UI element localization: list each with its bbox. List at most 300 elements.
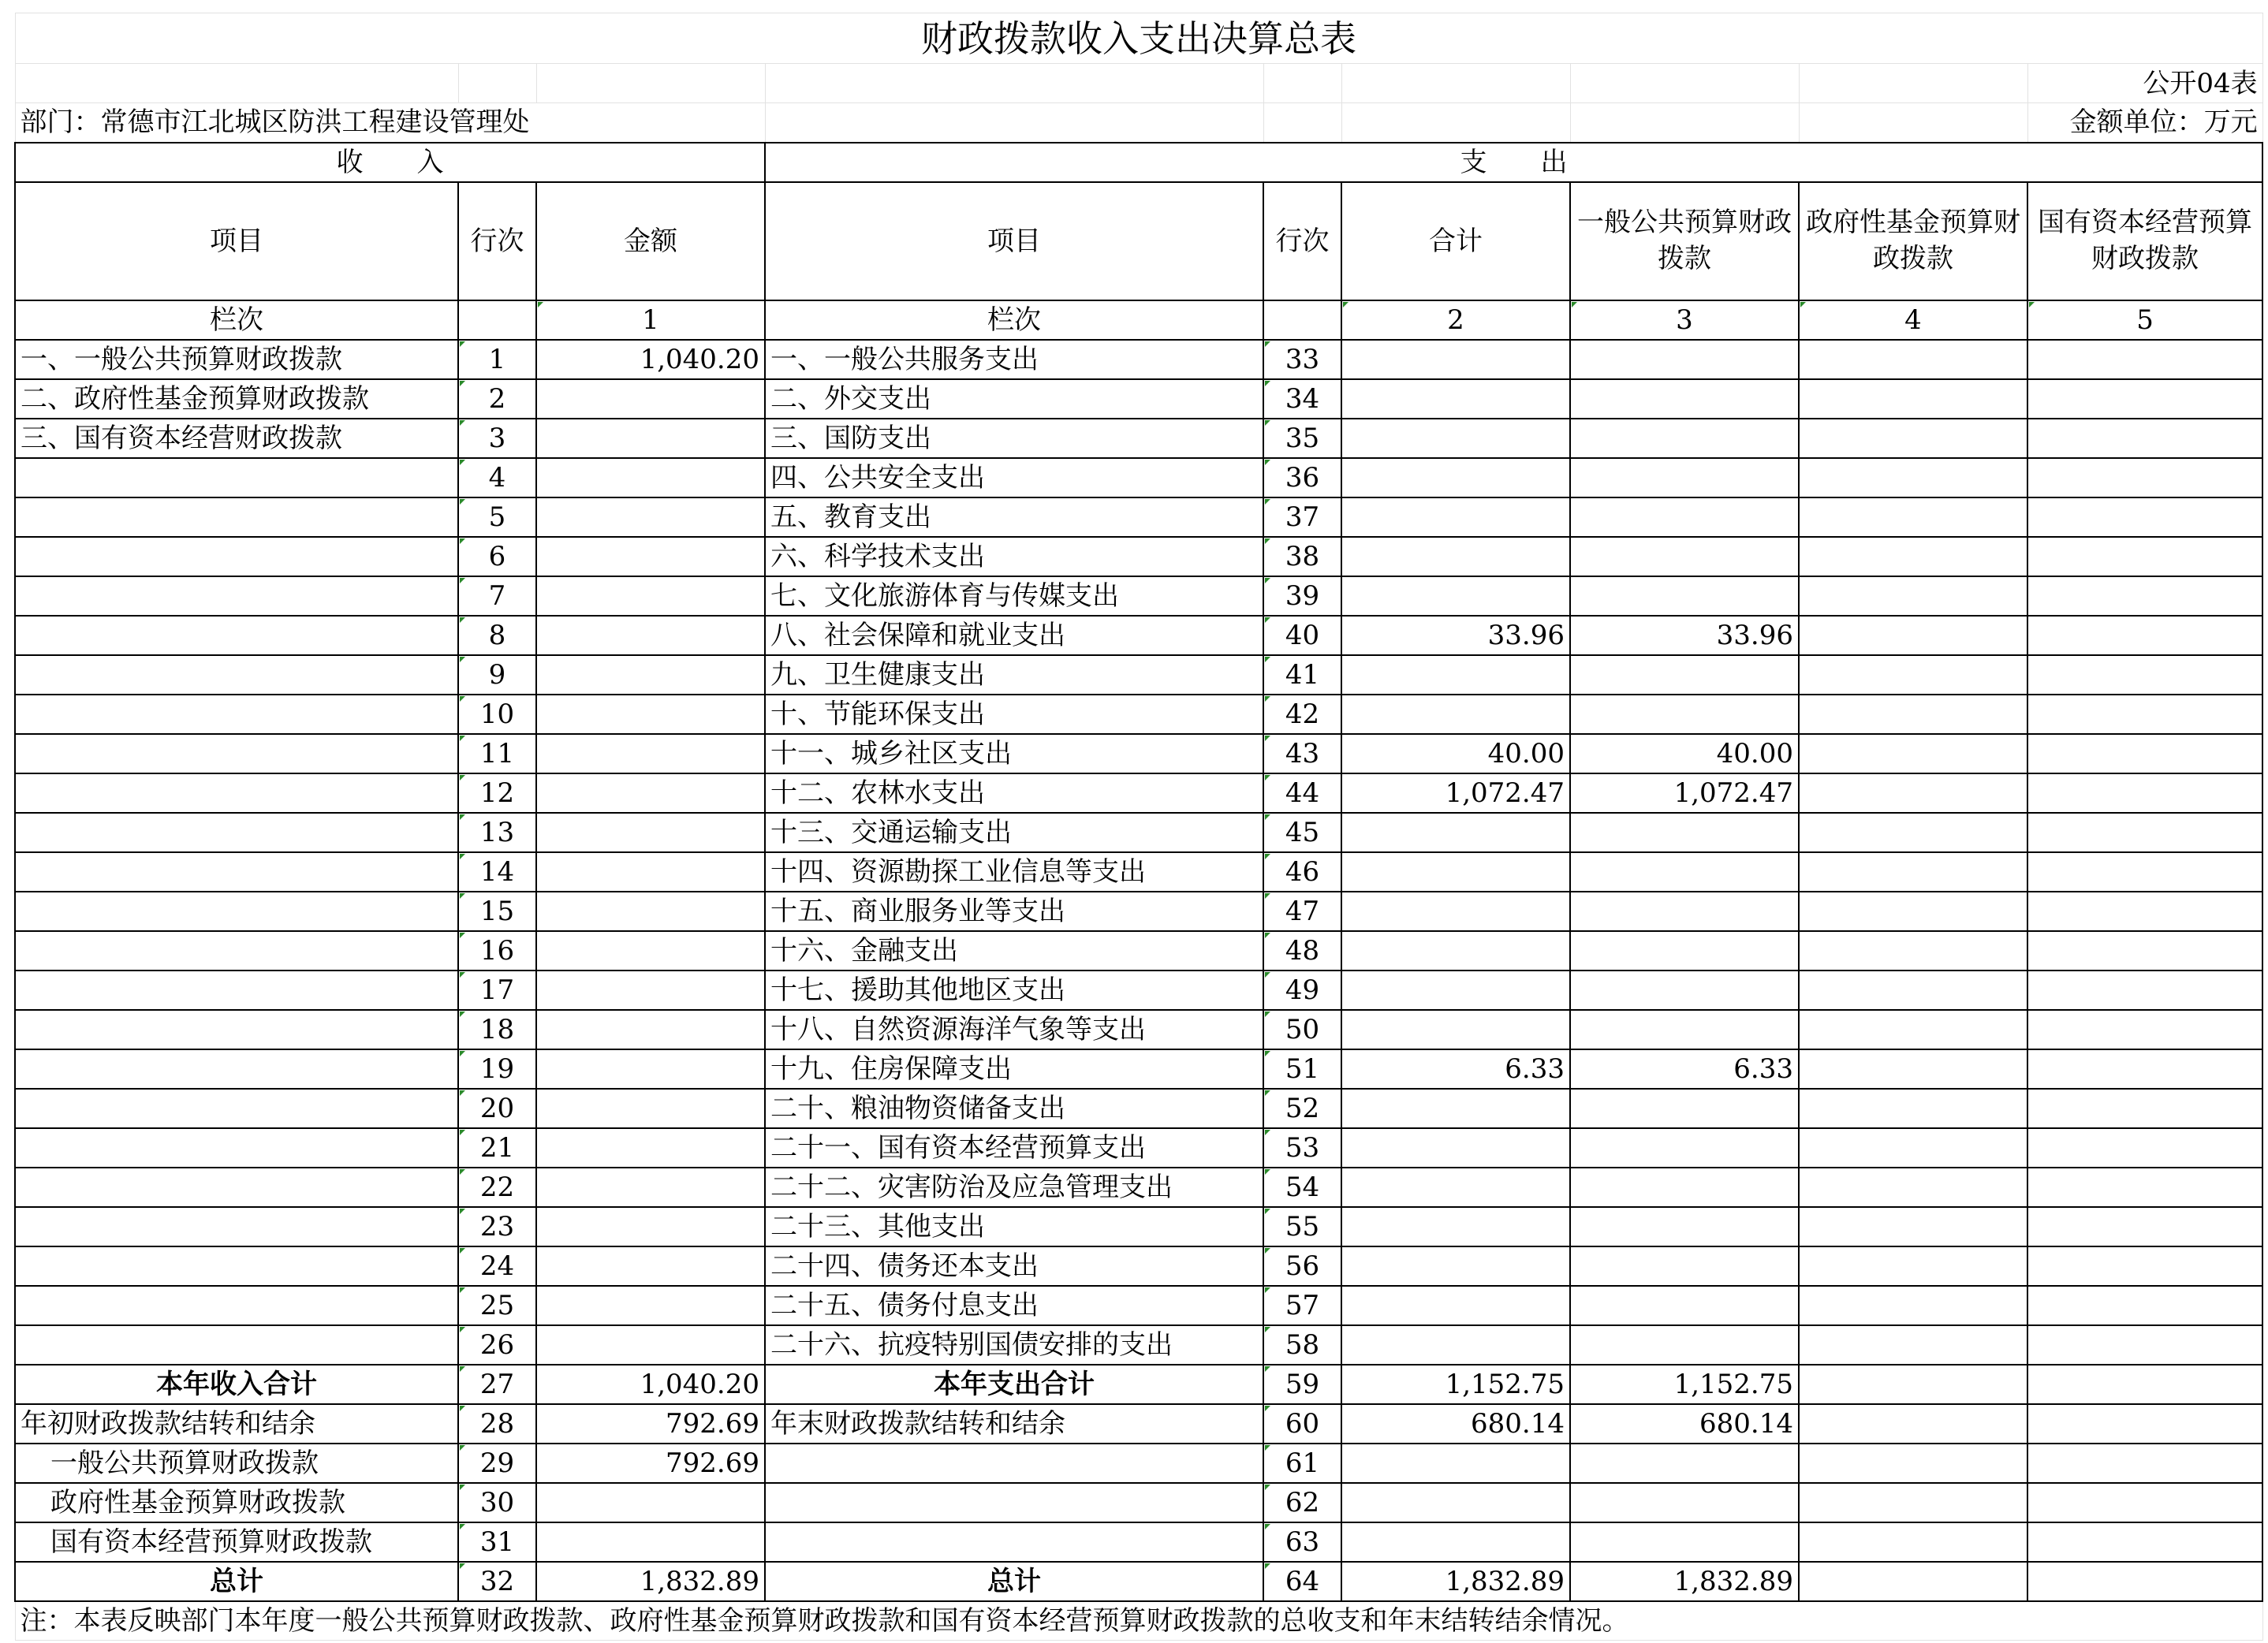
expense-line-cell: 36 [1263, 458, 1341, 497]
table-row [15, 1089, 2262, 1128]
income-amount-cell [536, 1168, 765, 1207]
income-line-cell: 26 [458, 1325, 536, 1365]
state-capital-cell [2027, 537, 2262, 576]
budget-sheet [14, 13, 2262, 1641]
expense-total-cell: 40.00 [1341, 734, 1570, 773]
unit-label: 金额单位：万元 [2027, 103, 2262, 143]
income-item-cell [15, 695, 458, 734]
state-capital-cell [2027, 695, 2262, 734]
expense-total-cell [1341, 537, 1570, 576]
expense-line-cell: 48 [1263, 931, 1341, 971]
income-item-cell: 一、一般公共预算财政拨款 [15, 340, 458, 379]
state-capital-cell [2027, 1286, 2262, 1325]
general-budget-cell [1570, 458, 1799, 497]
expense-line-cell: 61 [1263, 1444, 1341, 1483]
income-amount-cell [536, 931, 765, 971]
expense-item-cell [765, 1522, 1263, 1562]
fund-budget-cell [1799, 971, 2027, 1010]
general-budget-cell [1570, 537, 1799, 576]
fund-budget-cell [1799, 419, 2027, 458]
income-item-cell [15, 1128, 458, 1168]
fund-budget-cell [1799, 1325, 2027, 1365]
col-header-state-capital: 国有资本经营预算财政拨款 [2027, 182, 2262, 300]
income-item-cell: 一般公共预算财政拨款 [15, 1444, 458, 1483]
income-amount-cell [536, 576, 765, 616]
expense-line-cell: 41 [1263, 655, 1341, 695]
income-amount-cell [536, 537, 765, 576]
income-amount-cell [536, 379, 765, 419]
expense-line-cell: 58 [1263, 1325, 1341, 1365]
expense-total-cell [1341, 1010, 1570, 1049]
income-line-cell: 20 [458, 1089, 536, 1128]
expense-item-cell: 十八、自然资源海洋气象等支出 [765, 1010, 1263, 1049]
expense-line-cell: 38 [1263, 537, 1341, 576]
expense-total-cell [1341, 695, 1570, 734]
expense-total-cell: 33.96 [1341, 616, 1570, 655]
expense-line-cell: 55 [1263, 1207, 1341, 1246]
col-index-cell: 4 [1799, 300, 2027, 340]
table-row [15, 1010, 2262, 1049]
state-capital-cell [2027, 1010, 2262, 1049]
expense-item-cell: 三、国防支出 [765, 419, 1263, 458]
expense-line-cell: 54 [1263, 1168, 1341, 1207]
expense-line-cell: 52 [1263, 1089, 1341, 1128]
fund-budget-cell [1799, 1286, 2027, 1325]
state-capital-cell [2027, 419, 2262, 458]
general-budget-cell [1570, 576, 1799, 616]
general-budget-cell [1570, 695, 1799, 734]
state-capital-cell [2027, 1049, 2262, 1089]
col-index-cell: 5 [2027, 300, 2262, 340]
income-item-cell [15, 1049, 458, 1089]
state-capital-cell [2027, 1522, 2262, 1562]
expense-item-cell: 二十、粮油物资储备支出 [765, 1089, 1263, 1128]
general-budget-cell [1570, 1444, 1799, 1483]
general-budget-cell [1570, 1522, 1799, 1562]
expense-line-cell: 43 [1263, 734, 1341, 773]
expense-line-cell: 42 [1263, 695, 1341, 734]
income-amount-cell [536, 813, 765, 852]
income-amount-cell [536, 1483, 765, 1522]
income-item-cell [15, 971, 458, 1010]
expense-item-cell: 十二、农林水支出 [765, 773, 1263, 813]
general-budget-cell [1570, 971, 1799, 1010]
expense-line-cell: 45 [1263, 813, 1341, 852]
table-row [15, 1325, 2262, 1365]
table-row [15, 419, 2262, 458]
expense-line-cell: 57 [1263, 1286, 1341, 1325]
table-row [15, 931, 2262, 971]
expense-total-cell [1341, 1246, 1570, 1286]
income-line-cell: 27 [458, 1365, 536, 1404]
table-row [15, 458, 2262, 497]
expense-total-cell: 680.14 [1341, 1404, 1570, 1444]
fund-budget-cell [1799, 931, 2027, 971]
income-line-cell: 9 [458, 655, 536, 695]
income-line-cell: 4 [458, 458, 536, 497]
expense-item-cell [765, 1483, 1263, 1522]
expense-total-cell [1341, 1089, 1570, 1128]
table-row [15, 1365, 2262, 1404]
income-amount-cell [536, 1286, 765, 1325]
fund-budget-cell [1799, 695, 2027, 734]
finance-table [14, 13, 2263, 1641]
income-item-cell: 政府性基金预算财政拨款 [15, 1483, 458, 1522]
income-line-cell: 24 [458, 1246, 536, 1286]
income-item-cell: 三、国有资本经营财政拨款 [15, 419, 458, 458]
state-capital-cell [2027, 1246, 2262, 1286]
income-line-cell: 2 [458, 379, 536, 419]
income-amount-cell [536, 734, 765, 773]
income-amount-cell [536, 458, 765, 497]
state-capital-cell [2027, 971, 2262, 1010]
income-amount-cell [536, 616, 765, 655]
expense-item-cell: 十七、援助其他地区支出 [765, 971, 1263, 1010]
table-row [15, 1246, 2262, 1286]
income-line-cell: 3 [458, 419, 536, 458]
expense-total-cell [1341, 813, 1570, 852]
expense-total-cell [1341, 458, 1570, 497]
expense-total-cell [1341, 340, 1570, 379]
expense-line-cell: 64 [1263, 1562, 1341, 1601]
fund-budget-cell [1799, 1404, 2027, 1444]
state-capital-cell [2027, 773, 2262, 813]
table-row [15, 1444, 2262, 1483]
state-capital-cell [2027, 1444, 2262, 1483]
general-budget-cell [1570, 340, 1799, 379]
col-index-cell: 栏次 [765, 300, 1263, 340]
expense-total-cell [1341, 1128, 1570, 1168]
income-item-cell [15, 1010, 458, 1049]
expense-line-cell: 33 [1263, 340, 1341, 379]
expense-item-cell: 九、卫生健康支出 [765, 655, 1263, 695]
expense-line-cell: 49 [1263, 971, 1341, 1010]
income-line-cell: 12 [458, 773, 536, 813]
income-line-cell: 5 [458, 497, 536, 537]
fund-budget-cell [1799, 1444, 2027, 1483]
income-amount-cell [536, 655, 765, 695]
expense-total-cell [1341, 576, 1570, 616]
income-line-cell: 30 [458, 1483, 536, 1522]
expense-total-cell [1341, 655, 1570, 695]
general-budget-cell: 1,152.75 [1570, 1365, 1799, 1404]
fund-budget-cell [1799, 813, 2027, 852]
state-capital-cell [2027, 1562, 2262, 1601]
fund-budget-cell [1799, 773, 2027, 813]
table-row [15, 1404, 2262, 1444]
col-header-income-line: 行次 [458, 182, 536, 300]
table-row [15, 340, 2262, 379]
state-capital-cell [2027, 497, 2262, 537]
expense-line-cell: 63 [1263, 1522, 1341, 1562]
income-amount-cell [536, 892, 765, 931]
col-header-expense-item: 项目 [765, 182, 1263, 300]
expense-line-cell: 35 [1263, 419, 1341, 458]
fund-budget-cell [1799, 616, 2027, 655]
expense-item-cell: 十六、金融支出 [765, 931, 1263, 971]
fund-budget-cell [1799, 892, 2027, 931]
income-item-cell: 二、政府性基金预算财政拨款 [15, 379, 458, 419]
expense-item-cell: 四、公共安全支出 [765, 458, 1263, 497]
income-amount-cell [536, 773, 765, 813]
expense-item-cell: 本年支出合计 [765, 1365, 1263, 1404]
expense-line-cell: 40 [1263, 616, 1341, 655]
income-item-cell: 总计 [15, 1562, 458, 1601]
expense-total-cell [1341, 419, 1570, 458]
expense-item-cell: 一、一般公共服务支出 [765, 340, 1263, 379]
general-budget-cell: 680.14 [1570, 1404, 1799, 1444]
income-amount-cell [536, 971, 765, 1010]
state-capital-cell [2027, 931, 2262, 971]
table-row [15, 497, 2262, 537]
expense-line-cell: 56 [1263, 1246, 1341, 1286]
expense-line-cell: 62 [1263, 1483, 1341, 1522]
income-line-cell: 1 [458, 340, 536, 379]
table-row [15, 734, 2262, 773]
fund-budget-cell [1799, 458, 2027, 497]
income-item-cell [15, 931, 458, 971]
table-row [15, 1049, 2262, 1089]
fund-budget-cell [1799, 1128, 2027, 1168]
expense-line-cell: 59 [1263, 1365, 1341, 1404]
state-capital-cell [2027, 734, 2262, 773]
general-budget-cell [1570, 1207, 1799, 1246]
page-title: 财政拨款收入支出决算总表 [15, 13, 2262, 64]
general-budget-cell: 1,832.89 [1570, 1562, 1799, 1601]
general-budget-cell [1570, 1286, 1799, 1325]
col-index-cell: 1 [536, 300, 765, 340]
income-item-cell: 本年收入合计 [15, 1365, 458, 1404]
general-budget-cell [1570, 852, 1799, 892]
income-item-cell [15, 1246, 458, 1286]
income-line-cell: 7 [458, 576, 536, 616]
expense-item-cell: 十三、交通运输支出 [765, 813, 1263, 852]
table-row [15, 892, 2262, 931]
expense-total-cell [1341, 1168, 1570, 1207]
income-line-cell: 17 [458, 971, 536, 1010]
expense-line-cell: 47 [1263, 892, 1341, 931]
expense-item-cell: 二十一、国有资本经营预算支出 [765, 1128, 1263, 1168]
state-capital-cell [2027, 616, 2262, 655]
col-header-expense-line: 行次 [1263, 182, 1341, 300]
state-capital-cell [2027, 1168, 2262, 1207]
expense-total-cell [1341, 931, 1570, 971]
expense-line-cell: 46 [1263, 852, 1341, 892]
expense-total-cell [1341, 1483, 1570, 1522]
income-line-cell: 22 [458, 1168, 536, 1207]
table-row [15, 1168, 2262, 1207]
income-line-cell: 31 [458, 1522, 536, 1562]
expense-item-cell [765, 1444, 1263, 1483]
table-row [15, 813, 2262, 852]
income-item-cell: 国有资本经营预算财政拨款 [15, 1522, 458, 1562]
table-row [15, 655, 2262, 695]
expense-total-cell [1341, 1207, 1570, 1246]
state-capital-cell [2027, 1128, 2262, 1168]
income-line-cell: 29 [458, 1444, 536, 1483]
general-budget-cell [1570, 497, 1799, 537]
table-row [15, 1286, 2262, 1325]
table-row [15, 1483, 2262, 1522]
col-index-cell: 2 [1341, 300, 1570, 340]
income-item-cell [15, 1207, 458, 1246]
state-capital-cell [2027, 1365, 2262, 1404]
income-line-cell: 21 [458, 1128, 536, 1168]
general-budget-cell [1570, 419, 1799, 458]
table-row [15, 576, 2262, 616]
income-item-cell [15, 458, 458, 497]
table-row [15, 852, 2262, 892]
income-amount-cell [536, 1089, 765, 1128]
income-section-header: 收 入 [15, 143, 765, 182]
expense-item-cell: 五、教育支出 [765, 497, 1263, 537]
expense-line-cell: 53 [1263, 1128, 1341, 1168]
expense-total-cell [1341, 1522, 1570, 1562]
fund-budget-cell [1799, 852, 2027, 892]
expense-total-cell: 6.33 [1341, 1049, 1570, 1089]
income-item-cell [15, 852, 458, 892]
expense-item-cell: 二十六、抗疫特别国债安排的支出 [765, 1325, 1263, 1365]
state-capital-cell [2027, 576, 2262, 616]
general-budget-cell [1570, 1010, 1799, 1049]
col-header-general-budget: 一般公共预算财政拨款 [1570, 182, 1799, 300]
col-header-income-amount: 金额 [536, 182, 765, 300]
expense-item-cell: 十、节能环保支出 [765, 695, 1263, 734]
expense-total-cell: 1,832.89 [1341, 1562, 1570, 1601]
income-item-cell [15, 497, 458, 537]
general-budget-cell [1570, 813, 1799, 852]
general-budget-cell [1570, 1089, 1799, 1128]
income-item-cell: 年初财政拨款结转和结余 [15, 1404, 458, 1444]
fund-budget-cell [1799, 1483, 2027, 1522]
fund-budget-cell [1799, 734, 2027, 773]
state-capital-cell [2027, 1404, 2262, 1444]
general-budget-cell [1570, 892, 1799, 931]
expense-line-cell: 37 [1263, 497, 1341, 537]
state-capital-cell [2027, 892, 2262, 931]
income-line-cell: 13 [458, 813, 536, 852]
fund-budget-cell [1799, 497, 2027, 537]
expense-item-cell: 二、外交支出 [765, 379, 1263, 419]
expense-section-header: 支 出 [765, 143, 2262, 182]
expense-item-cell: 十五、商业服务业等支出 [765, 892, 1263, 931]
expense-total-cell: 1,152.75 [1341, 1365, 1570, 1404]
income-line-cell: 32 [458, 1562, 536, 1601]
income-line-cell: 14 [458, 852, 536, 892]
fund-budget-cell [1799, 1246, 2027, 1286]
income-item-cell [15, 1286, 458, 1325]
income-line-cell: 15 [458, 892, 536, 931]
expense-item-cell: 十九、住房保障支出 [765, 1049, 1263, 1089]
expense-item-cell: 年末财政拨款结转和结余 [765, 1404, 1263, 1444]
income-amount-cell: 1,832.89 [536, 1562, 765, 1601]
general-budget-cell [1570, 1246, 1799, 1286]
fund-budget-cell [1799, 1365, 2027, 1404]
fund-budget-cell [1799, 1562, 2027, 1601]
income-line-cell: 28 [458, 1404, 536, 1444]
table-row [15, 1207, 2262, 1246]
expense-total-cell [1341, 892, 1570, 931]
expense-item-cell: 二十五、债务付息支出 [765, 1286, 1263, 1325]
expense-item-cell: 二十四、债务还本支出 [765, 1246, 1263, 1286]
table-row [15, 1522, 2262, 1562]
table-row [15, 971, 2262, 1010]
department-label: 部门：常德市江北城区防洪工程建设管理处 [15, 103, 765, 143]
expense-line-cell: 51 [1263, 1049, 1341, 1089]
general-budget-cell [1570, 1483, 1799, 1522]
expense-total-cell [1341, 1286, 1570, 1325]
expense-line-cell: 60 [1263, 1404, 1341, 1444]
col-index-cell: 3 [1570, 300, 1799, 340]
income-item-cell [15, 813, 458, 852]
income-line-cell: 16 [458, 931, 536, 971]
state-capital-cell [2027, 1207, 2262, 1246]
general-budget-cell [1570, 1168, 1799, 1207]
state-capital-cell [2027, 458, 2262, 497]
table-row [15, 379, 2262, 419]
income-item-cell [15, 1089, 458, 1128]
fund-budget-cell [1799, 1049, 2027, 1089]
income-amount-cell [536, 497, 765, 537]
income-item-cell [15, 1168, 458, 1207]
income-line-cell: 11 [458, 734, 536, 773]
table-note: 注：本表反映部门本年度一般公共预算财政拨款、政府性基金预算财政拨款和国有资本经营预算财政拨款的总收支和年末结转结余情况。 [15, 1601, 2262, 1641]
income-amount-cell [536, 852, 765, 892]
general-budget-cell [1570, 1128, 1799, 1168]
expense-line-cell: 39 [1263, 576, 1341, 616]
income-line-cell: 6 [458, 537, 536, 576]
income-item-cell [15, 616, 458, 655]
table-row [15, 537, 2262, 576]
income-line-cell: 25 [458, 1286, 536, 1325]
general-budget-cell: 6.33 [1570, 1049, 1799, 1089]
expense-total-cell [1341, 1325, 1570, 1365]
income-item-cell [15, 576, 458, 616]
table-row [15, 1128, 2262, 1168]
fund-budget-cell [1799, 1010, 2027, 1049]
general-budget-cell: 1,072.47 [1570, 773, 1799, 813]
expense-item-cell: 二十三、其他支出 [765, 1207, 1263, 1246]
fund-budget-cell [1799, 379, 2027, 419]
fund-budget-cell [1799, 1207, 2027, 1246]
col-header-total: 合计 [1341, 182, 1570, 300]
expense-line-cell: 50 [1263, 1010, 1341, 1049]
state-capital-cell [2027, 1325, 2262, 1365]
expense-line-cell: 34 [1263, 379, 1341, 419]
expense-item-cell: 六、科学技术支出 [765, 537, 1263, 576]
expense-item-cell: 十四、资源勘探工业信息等支出 [765, 852, 1263, 892]
fund-budget-cell [1799, 1089, 2027, 1128]
income-amount-cell: 792.69 [536, 1444, 765, 1483]
state-capital-cell [2027, 1483, 2262, 1522]
expense-total-cell [1341, 497, 1570, 537]
income-item-cell [15, 537, 458, 576]
income-item-cell [15, 1325, 458, 1365]
state-capital-cell [2027, 340, 2262, 379]
expense-item-cell: 十一、城乡社区支出 [765, 734, 1263, 773]
state-capital-cell [2027, 813, 2262, 852]
general-budget-cell [1570, 1325, 1799, 1365]
general-budget-cell: 33.96 [1570, 616, 1799, 655]
expense-item-cell: 七、文化旅游体育与传媒支出 [765, 576, 1263, 616]
fund-budget-cell [1799, 340, 2027, 379]
state-capital-cell [2027, 1089, 2262, 1128]
col-header-fund-budget: 政府性基金预算财政拨款 [1799, 182, 2027, 300]
fund-budget-cell [1799, 1522, 2027, 1562]
income-line-cell: 23 [458, 1207, 536, 1246]
income-amount-cell [536, 1010, 765, 1049]
table-row [15, 773, 2262, 813]
